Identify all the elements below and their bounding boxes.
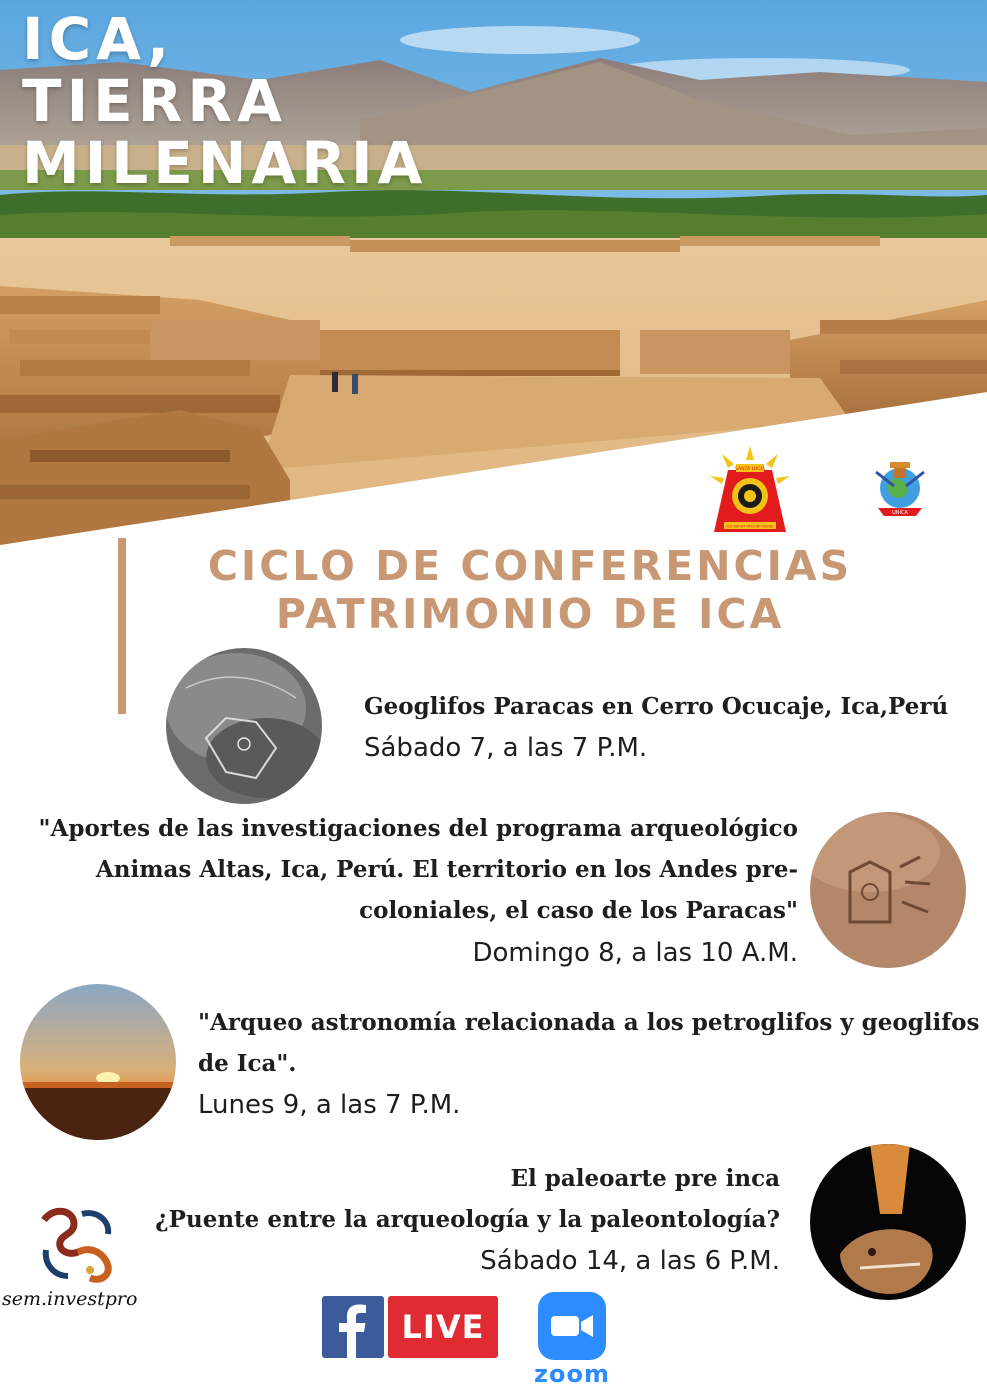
facebook-icon[interactable]	[322, 1296, 384, 1358]
talk-1-title	[364, 686, 948, 727]
sem-investpro-logo	[34, 1200, 120, 1286]
talk-4-date: Sábado 14, a las 6 P.M.	[480, 1246, 780, 1276]
heading-line-1: CICLO DE CONFERENCIAS	[207, 542, 853, 590]
talk-4-title	[120, 1158, 780, 1240]
hero-title	[22, 5, 428, 197]
zoom-icon[interactable]	[538, 1292, 606, 1360]
cycle-heading	[150, 542, 910, 638]
talk-title-line: El paleoarte pre inca	[510, 1165, 780, 1192]
tourism-logo-banner: UNICA	[892, 510, 908, 516]
talk-title-line: de Ica".	[198, 1050, 297, 1077]
zoom-label[interactable]: zoom	[534, 1360, 610, 1388]
accent-bar	[118, 538, 126, 714]
hero-title-line: TIERRA	[22, 67, 287, 135]
hero-title-line: MILENARIA	[22, 129, 428, 197]
university-logo-banner: SANTA LUCÍA	[734, 467, 766, 472]
university-logo	[702, 440, 798, 536]
talk-title-line: coloniales, el caso de los Paracas"	[359, 897, 798, 924]
talk-title-line: "Arqueo astronomía relacionada a los petroglifos y geoglifos	[198, 1009, 980, 1036]
heading-line-2: PATRIMONIO DE ICA	[275, 590, 785, 638]
talk-3-date: Lunes 9, a las 7 P.M.	[198, 1090, 461, 1120]
talk-3-title	[198, 1002, 979, 1084]
petroglyph-photo	[810, 812, 966, 968]
paleoart-photo	[810, 1144, 966, 1300]
hero-title-line: ICA,	[22, 5, 175, 73]
university-logo-base: ICA NATUM PROVIRY MUNDI	[726, 524, 774, 529]
talk-title-line: Animas Altas, Ica, Perú. El territorio en los Andes pre-	[95, 856, 798, 883]
live-badge[interactable]: LIVE	[388, 1296, 498, 1358]
sunset-photo	[20, 984, 176, 1140]
talk-2-title	[20, 808, 798, 931]
tourism-archaeology-logo	[850, 438, 950, 538]
talk-2-date: Domingo 8, a las 10 A.M.	[472, 938, 798, 968]
brand-name: sem.investpro	[2, 1288, 138, 1310]
talk-1-date: Sábado 7, a las 7 P.M.	[364, 733, 648, 763]
talk-title-line: "Aportes de las investigaciones del programa arqueológico	[38, 815, 798, 842]
hero-photo	[0, 0, 987, 560]
talk-title-line: Geoglifos Paracas en Cerro Ocucaje, Ica,Perú	[364, 693, 949, 720]
geoglyph-photo	[166, 648, 322, 804]
talk-title-line: ¿Puente entre la arqueología y la paleontología?	[155, 1206, 780, 1233]
